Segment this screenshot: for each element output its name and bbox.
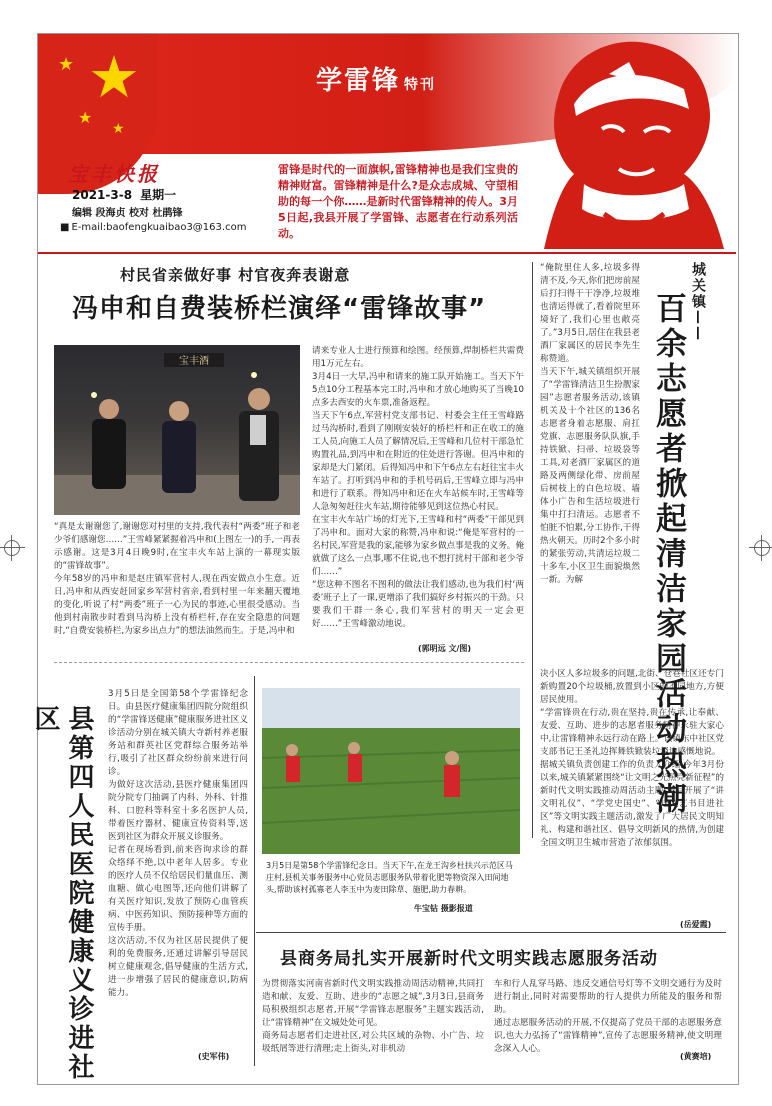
article2-kicker: 城关镇—— <box>690 262 706 342</box>
article3-body: 3月5日是全国第58个学雷锋纪念日。由县医疗健康集团四院分院组织的“学雷锋送健康”健康服务进社区义诊活动分别在城关镇大寺新村养老服务站和群英社区党群综合服务站举行,吸引了社区群众纷纷前来进行问诊。 为做好这次活动,县医疗健康集团四院分院专门抽调了内科、外科、针推科、口腔科等科室十多名医护人员,带着医疗器材、健康宣传资料等,送医到社区为群众开展义诊服务。 记者在现场看到,前来咨询求诊的群众络绎不绝,以中老年人居多。专业的医疗人员不仅给居民们量血压、测血糖、做心电图等,还向他们讲解了有关医疗知识,发放了预防心血管疾病、中医药知识、预防接种等方面的宣传手册。 这次活动,不仅为社区居民提供了便利的免费服务,还通过讲解引导居民树立健康观念,倡导健康的生活方式,进一步增强了居民的健康意识,防病能力。 <box>108 689 248 998</box>
article4-title: 县商务局扎实开展新时代文明实践志愿服务活动 <box>280 949 658 969</box>
article3-byline: (史军伟) <box>198 1052 230 1061</box>
article1-byline: (郭明远 文/图) <box>418 644 472 653</box>
article4-column-right: 车和行人乱穿马路、违反交通信号灯等不文明交通行为及时进行制止,同时对需要帮助的行人提供力所能及的服务和帮助。 通过志愿服务活动的开展,不仅提高了党员干部的志愿服务意识,也大力弘扬了“雷锋精神”,宣传了志愿服务精神,使文明理念深入人心。 <box>494 979 722 1054</box>
article4-column-left: 为贯彻落实河南省新时代文明实践推动周活动精神,共同打造和献、友爱、互助、进步的“志愿之城”,3月3日,县商务局积极组织志愿者,开展“学雷锋志愿服务”主题实践活动,让“雷锋精神”在文城处处可见。 商务局志愿者们走进社区,对公共区域的杂物、小广告、垃圾纸屑等进行清理;走上街头,对非机动 <box>262 979 484 1054</box>
small-star-icon: ★ <box>58 54 75 75</box>
special-issue-header <box>38 34 736 249</box>
intro-text: 雷锋是时代的一面旗帜,雷锋精神也是我们宝贵的精神财富。雷锋精神是什么?是众志成城、守望相助的每一个你……是新时代雷锋精神的传人。3月5日起,我县开展了学雷锋、志愿者在行动系列活动。 <box>278 163 518 240</box>
night-scene-image <box>54 345 300 515</box>
newspaper-masthead: 宝丰快报 <box>68 162 160 186</box>
article2-title: 百余志愿者掀起清洁家园活动热潮 <box>650 292 686 817</box>
lei-feng-portrait <box>514 34 736 249</box>
article1-photo <box>54 345 300 515</box>
article4-byline: (黄赛培) <box>680 1052 712 1061</box>
big-star-icon: ★ <box>88 43 140 111</box>
issue-date: 2021-3-8 星期一 <box>72 188 177 202</box>
article1-subtitle: 村民省亲做好事 村官夜奔表谢意 <box>120 266 351 284</box>
volunteers-field-photo <box>262 688 520 854</box>
column-divider <box>532 262 533 838</box>
article3-title: 县第四人民医院健康义诊进社区 <box>30 705 94 1082</box>
section-divider <box>256 932 726 933</box>
photo2-caption: 3月5日是第58个学雷锋纪念日。当天下午,在龙王沟乡杜扶兴示范区马庄村,县机关事务服务中心党员志愿服务队带着化肥等物资深入田间地头,帮助该村孤寡老人李玉中为麦田除草、施肥,助力春耕。 <box>266 861 513 894</box>
photo2-credit: 牛宝钻 摄影报道 <box>414 904 473 913</box>
header-rule <box>38 252 736 254</box>
article2-byline: (岳爱霞) <box>680 920 712 929</box>
contact-email[interactable]: ■ E-mail:baofengkuaibao3@163.com <box>60 222 246 233</box>
article1-column-left: “真是太谢谢您了,谢谢您对村里的支持,我代表村“两委”班子和老少爷们感谢您……”王雪峰紧紧握着冯申和(上图左一)的手,一再表示感谢。这是3月4日晚9时,在宝丰火车站上演的一幕现实版的“雷锋故事”。 今年58岁的冯申和是赵庄镇军营村人,现在西安做点小生意。近日,冯申和从西安赶回家乡军营村省亲,看到村里一年来翻天覆地的变化,听说了村“两委”班子一心为民的事迹,心里很受感动。当他到村南散步时看到马沟桥上没有桥栏杆,存在安全隐患的问题时,“自费安装桥栏,为家乡出点力”的想法油然而生。于是,冯申和 <box>54 522 300 636</box>
article2-column-top: “俺院里住人多,垃圾多得清不及,今天,你们把房前屋后打扫得干干净净,垃圾堆也清运得就了,看着院里环境好了,我们心里也敞亮了。”3月5日,居住在我县老酒厂家属区的居民李先生称赞道。 当天下午,城关镇组织开展了“学雷锋清洁卫生扮靓家园”志愿者服务活动,该镇机关及十个社区的136名志愿者身着志愿服、肩扛党旗、志愿服务队队旗,手持铁锨、扫帚、垃圾袋等工具,对老酒厂家属区的道路及两侧绿化带、房前屋后树枝上的白色垃圾、墙体小广告和生活垃圾进行集中打扫清运。志愿者不怕脏不怕累,分工协作,干得热火朝天。历时2个多小时的紧张劳动,共清运垃圾二十多车,小区卫生面貌焕然一新。为解 <box>540 263 640 585</box>
article2-column-bottom: 决小区人多垃圾多的问题,北街、仓巷社区还专门新购置20个垃圾桶,放置到小区的不同地方,方便居民使用。 “学雷锋贵在行动,贵在坚持,贵在传承,让奉献、友爱、互助、进步的志愿者服务精神永驻大家心中,让雷锋精神永远行动在路上。”该镇东中社区党支部书记王圣礼边挥舞铁锨装垃圾边感慨地说。 据城关镇负责创建工作的负责人介绍,今年3月份以来,城关镇紧紧围绕“让文明之光照亮新征程”的新时代文明实践推动周活动主题,先后开展了“讲文明礼仪”、“学党史国史”、“送文艺书目进社区”等文明实践主题活动,激发了广大居民文明知礼、构建和谐社区、倡导文明新风的热情,为创建全国文明卫生城市营造了浓郁氛围。 <box>540 669 724 848</box>
small-star-icon: ★ <box>112 121 125 137</box>
small-star-icon: ★ <box>78 108 93 127</box>
article1-title: 冯申和自费装桥栏演绎“雷锋故事” <box>72 294 487 324</box>
column-divider <box>254 676 255 1066</box>
registration-mark-right <box>754 540 770 556</box>
section-divider <box>54 662 524 663</box>
special-issue-title: 学雷锋 特刊 <box>316 66 437 96</box>
photo-sign-text: 宝丰酒 <box>179 356 209 367</box>
field-scene-image <box>262 688 520 854</box>
registration-mark-left <box>4 540 20 556</box>
editor-credits: 编辑 段海贞 校对 杜鹃锋 <box>72 208 183 219</box>
article1-column-mid: 请来专业人士进行预算和绘图。经预算,焊制桥栏共需费用1万元左右。 3月4日一大早,冯申和请来的施工队开始施工。当天下午5点10分工程基本完工时,冯申和才放心地购买了当晚10点多去西安的火车票,准备返程。 当天下午6点,军营村党支部书记、村委会主任王雪峰路过马沟桥时,看到了刚刚安装好的桥栏杆和正在收工的施工人员,向施工人员了解情况后,王雪峰和几位村干部急忙购置礼品,到冯申和在附近的住处进行答谢。但冯申和的家却是大门紧闭。后得知冯申和下午6点左右赶往宝丰火车站了。打听到冯申和的手机号码后,王雪峰立即与冯申和进行了联系。得知冯申和还在火车站候车时,王雪峰等人急匆匆赶往火车站,期待能够见到这位热心村民。 在宝丰火车站广场的灯光下,王雪峰和村“两委”干部见到了冯申和。面对大家的称赞,冯申和说:“俺是军营村的一名村民,军营是我的家,能够为家乡做点事是我的义务。俺就做了这么一点事,哪不住说,也不想打扰村干部和老少爷们……” “您这种不图名不图利的做法让我们感动,也为我们村‘两委’班子上了一课,更增添了我们搞好乡村振兴的干劲。只要我们干群一条心,我们军营村的明天一定会更好……”王雪峰激动地说。 <box>312 346 524 629</box>
